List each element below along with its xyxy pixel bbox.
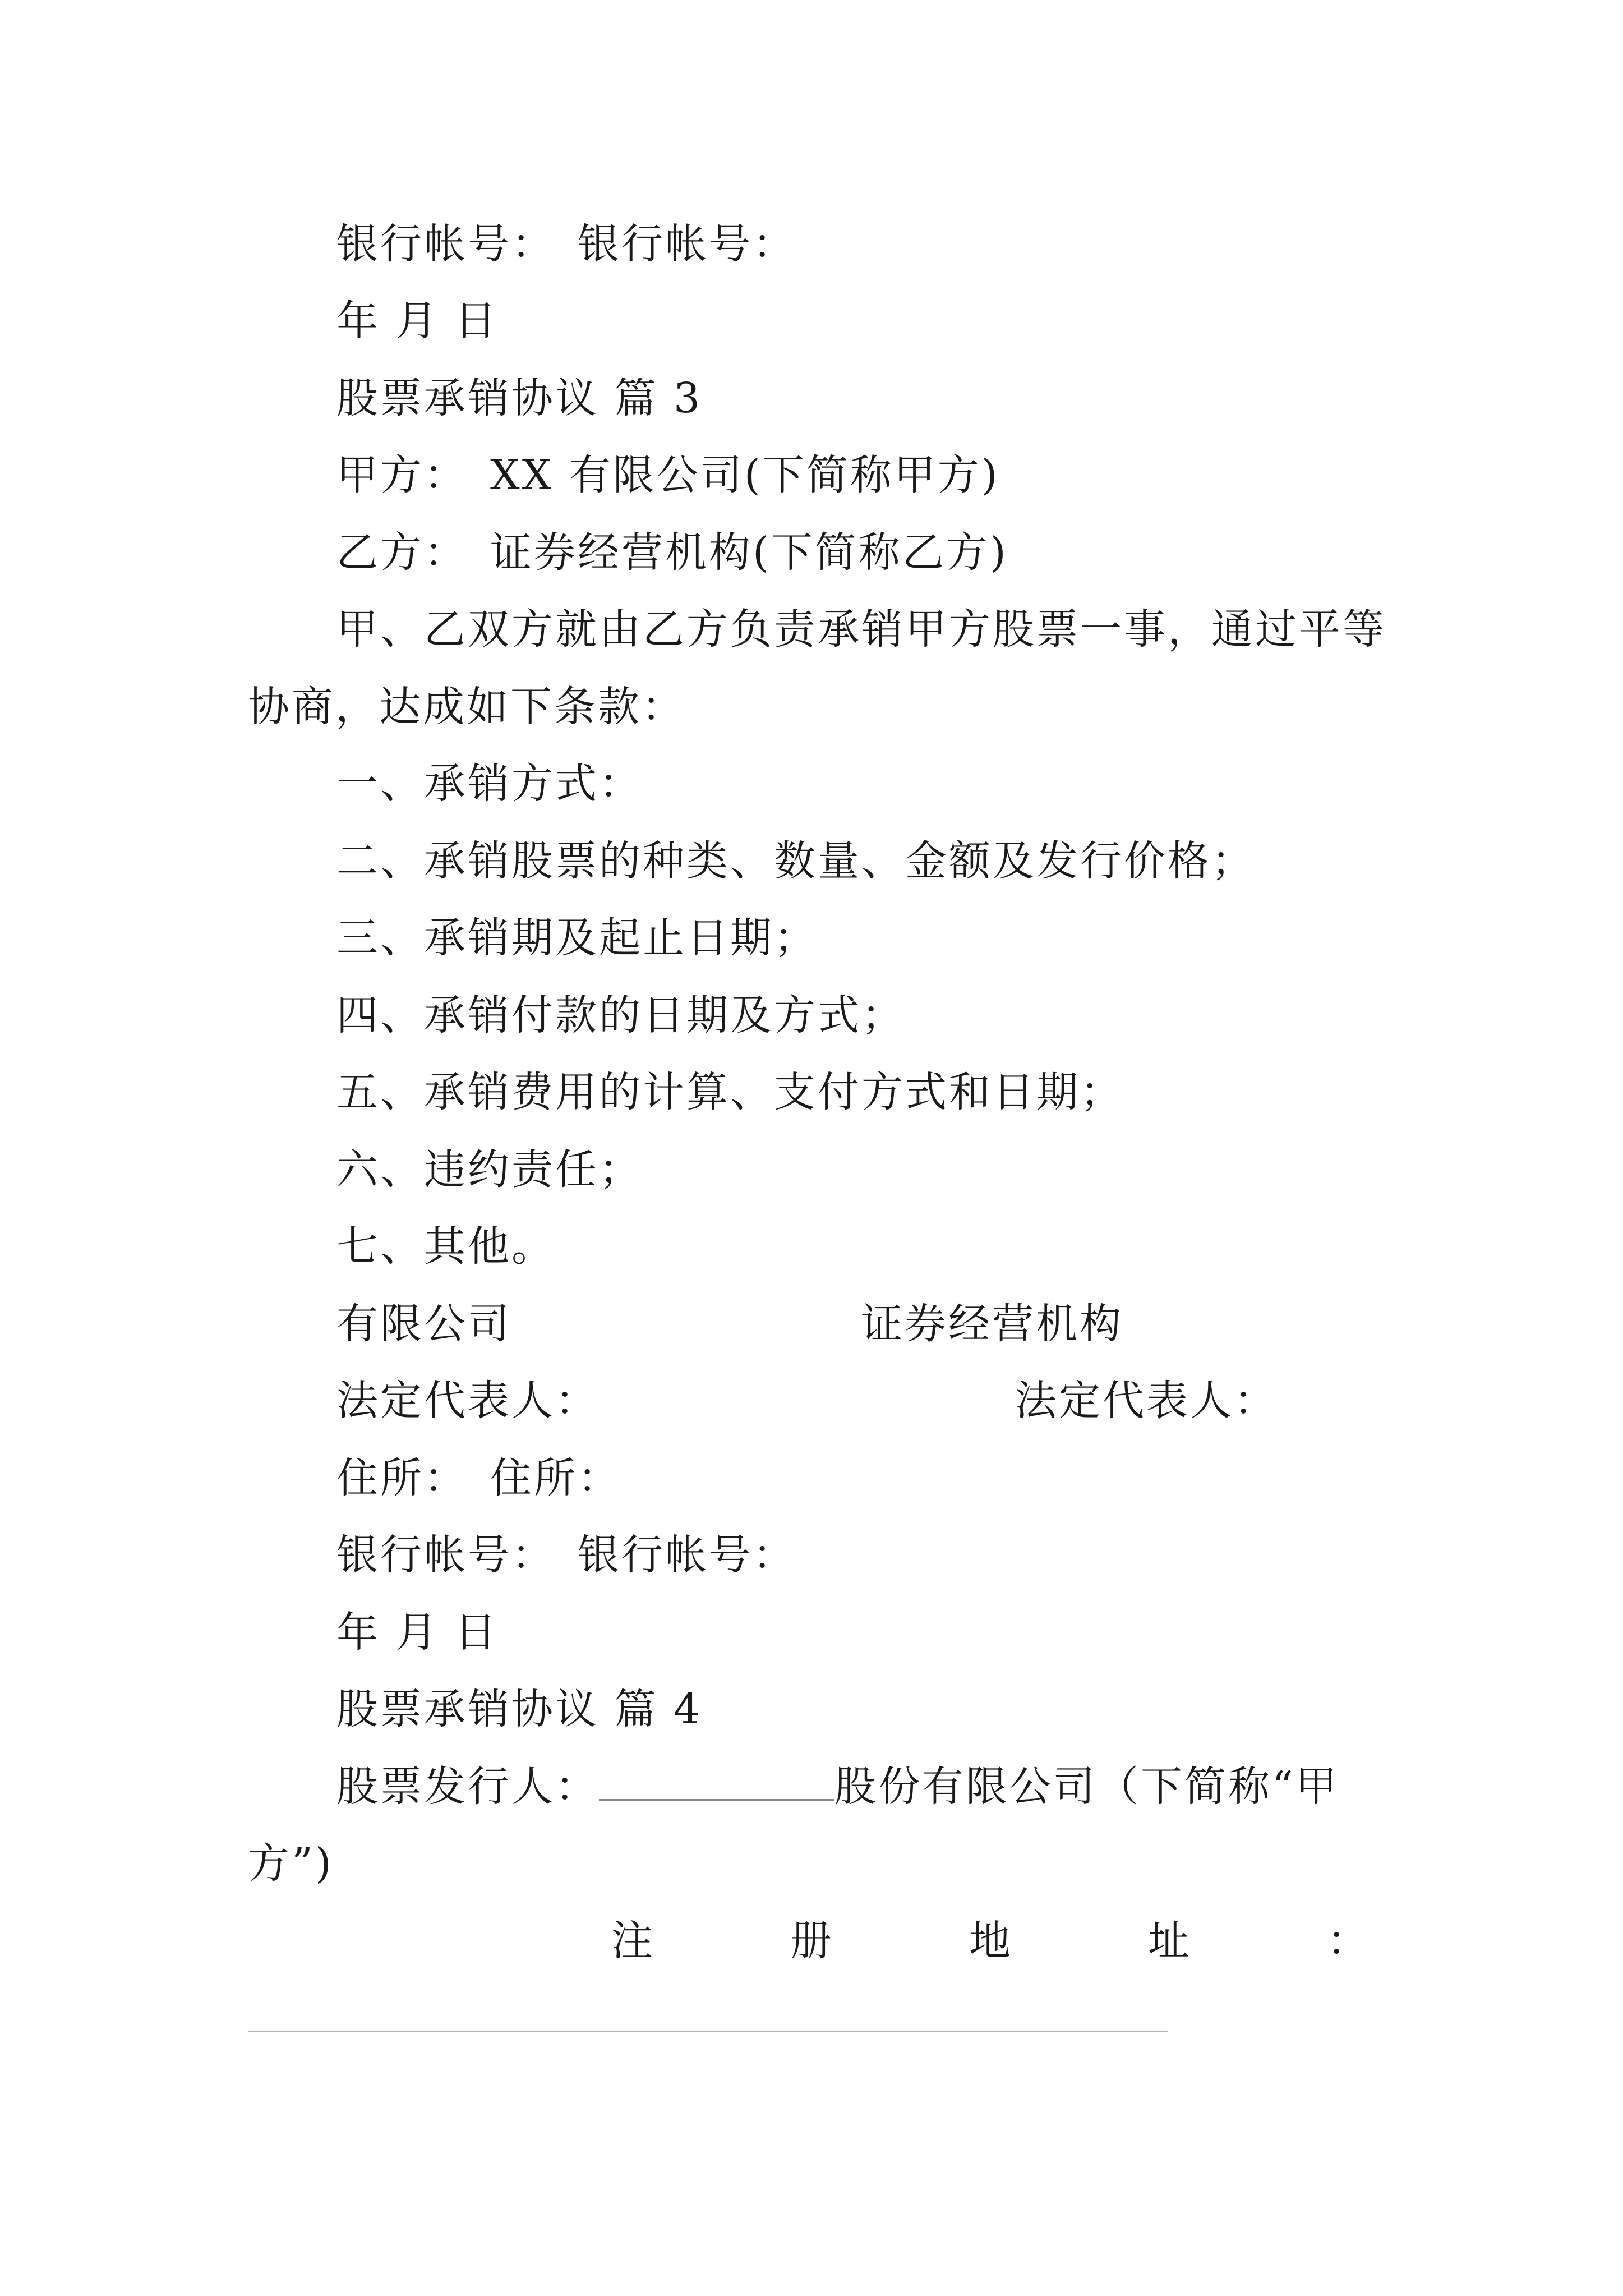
- clause-5: 五、承销费用的计算、支付方式和日期；: [336, 1068, 1124, 1116]
- issuer-name-blank[interactable]: [599, 1763, 834, 1801]
- registered-address-colon: ：: [1327, 1917, 1368, 1965]
- registered-address-char-1: 注: [611, 1917, 653, 1965]
- party-b-value: 证券经营机构(下简称乙方): [490, 528, 1008, 577]
- section-heading-4: 股票承销协议 篇 4: [336, 1685, 703, 1733]
- registered-address-line: [611, 1913, 1368, 1969]
- bank-account-line-2: [336, 1527, 796, 1583]
- bank-account-label-a: 银行帐号：: [336, 220, 555, 268]
- party-b-line: [336, 524, 1008, 581]
- legal-rep-a: 法定代表人：: [336, 1377, 599, 1425]
- bank-account-label-d: 银行帐号：: [578, 1531, 796, 1579]
- clause-4: 四、承销付款的日期及方式；: [336, 991, 905, 1039]
- clause-1: 一、承销方式：: [336, 760, 643, 808]
- signatory-company-b: 证券经营机构: [861, 1300, 1123, 1348]
- party-a-line: [336, 447, 1000, 503]
- clause-6: 六、违约责任；: [336, 1145, 643, 1194]
- signatory-company-a: 有限公司: [336, 1300, 511, 1348]
- party-a-label: 甲方：: [336, 451, 468, 499]
- registered-address-char-3: 地: [969, 1917, 1011, 1965]
- paragraph-intro-line-2: 协商，达成如下条款：: [248, 683, 685, 731]
- address-line: [336, 1450, 621, 1506]
- registered-address-char-2: 册: [790, 1917, 832, 1965]
- address-label-b: 住所：: [490, 1454, 621, 1502]
- clause-3: 三、承销期及起止日期；: [336, 914, 818, 962]
- date-line-1: 年 月 日: [336, 297, 499, 345]
- issuer-suffix: 股份有限公司（下简称“甲: [834, 1763, 1339, 1811]
- registered-address-underline[interactable]: [248, 2031, 1168, 2032]
- issuer-line-continued: 方”): [248, 1839, 334, 1888]
- issuer-line: [336, 1759, 1339, 1815]
- paragraph-intro-line-1: 甲、乙双方就由乙方负责承销甲方股票一事，通过平等: [336, 605, 1386, 654]
- address-label-a: 住所：: [336, 1454, 468, 1502]
- section-heading-3: 股票承销协议 篇 3: [336, 374, 703, 422]
- clause-7: 七、其他。: [336, 1222, 555, 1271]
- clause-2: 二、承销股票的种类、数量、金额及发行价格；: [336, 837, 1255, 885]
- bank-account-line-1: [336, 216, 796, 272]
- bank-account-label-c: 银行帐号：: [336, 1531, 555, 1579]
- date-line-2: 年 月 日: [336, 1608, 499, 1657]
- party-a-value: XX 有限公司(下简称甲方): [490, 451, 1000, 499]
- bank-account-label-b: 银行帐号：: [578, 220, 796, 268]
- party-b-label: 乙方：: [336, 528, 468, 577]
- issuer-label: 股票发行人：: [336, 1763, 599, 1811]
- registered-address-char-4: 址: [1148, 1917, 1189, 1965]
- legal-rep-b: 法定代表人：: [1015, 1377, 1278, 1425]
